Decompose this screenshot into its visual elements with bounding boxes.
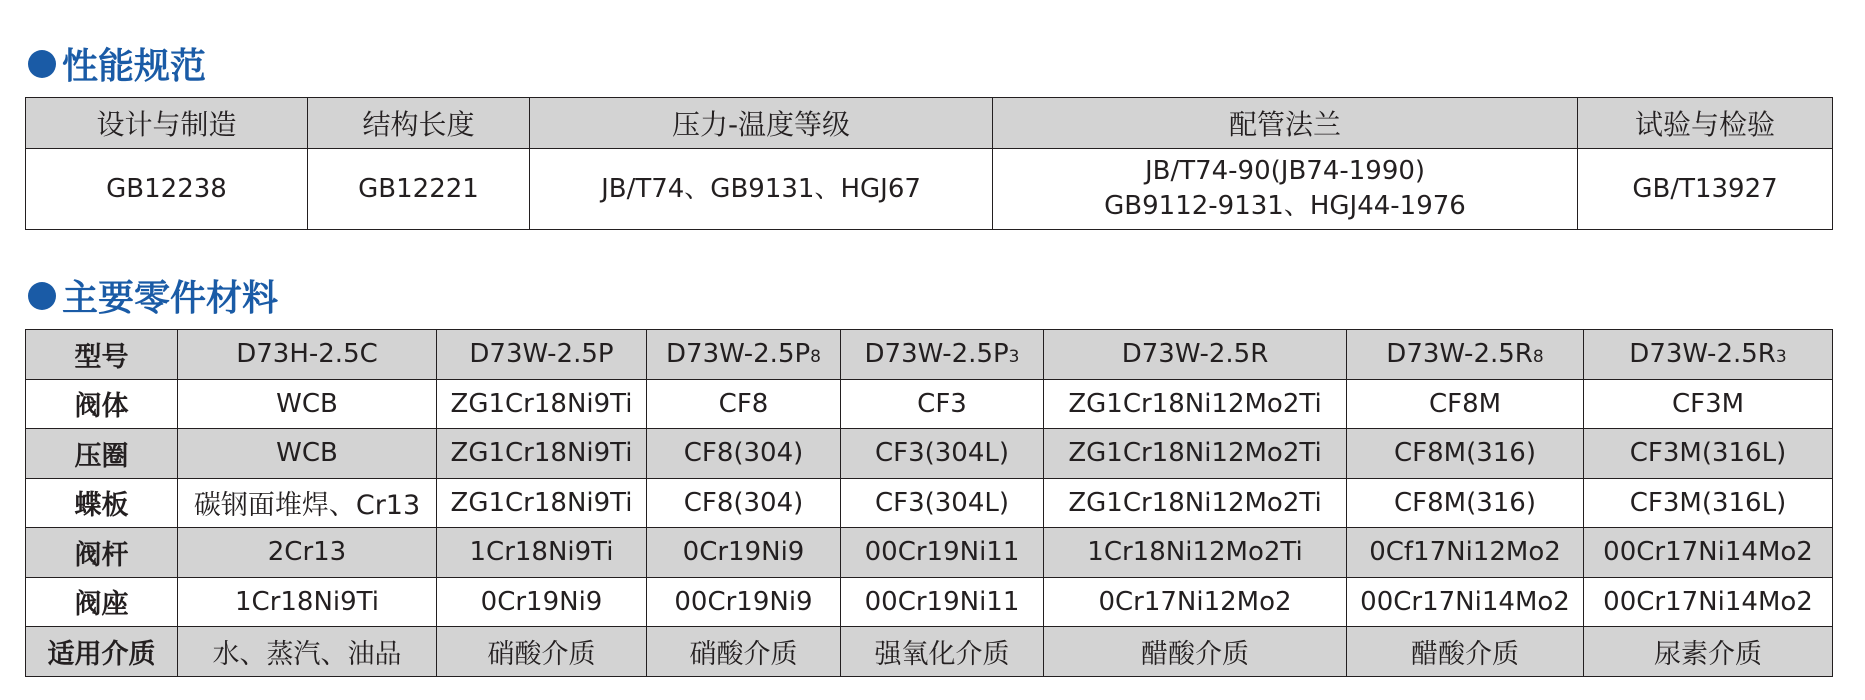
model-cell: D73W-2.5R3 bbox=[1584, 330, 1833, 380]
row-label: 压圈 bbox=[26, 429, 178, 479]
material-cell: 00Cr19Ni9 bbox=[647, 577, 841, 627]
material-cell: 00Cr19Ni11 bbox=[841, 577, 1044, 627]
material-cell: ZG1Cr18Ni9Ti bbox=[437, 478, 647, 528]
medium-cell: 醋酸介质 bbox=[1347, 627, 1584, 677]
material-cell: CF3M bbox=[1584, 379, 1833, 429]
bullet-dot-icon bbox=[28, 50, 56, 78]
material-cell: CF3(304L) bbox=[841, 429, 1044, 479]
material-cell: 1Cr18Ni9Ti bbox=[178, 577, 437, 627]
main-parts-heading bbox=[28, 270, 278, 321]
material-cell: 0Cr19Ni9 bbox=[437, 577, 647, 627]
material-cell: 0Cr17Ni12Mo2 bbox=[1044, 577, 1347, 627]
spec-flange-line: JB/T74-90(JB74-1990) bbox=[1144, 156, 1426, 186]
row-label: 阀座 bbox=[26, 577, 178, 627]
row-label: 适用介质 bbox=[26, 627, 178, 677]
material-cell: ZG1Cr18Ni9Ti bbox=[437, 379, 647, 429]
material-row-gland bbox=[26, 429, 1833, 479]
medium-cell: 尿素介质 bbox=[1584, 627, 1833, 677]
material-cell: 00Cr17Ni14Mo2 bbox=[1347, 577, 1584, 627]
row-label: 阀杆 bbox=[26, 528, 178, 578]
material-row-seat bbox=[26, 577, 1833, 627]
spec-header-cell: 压力-温度等级 bbox=[530, 98, 993, 149]
row-label: 阀体 bbox=[26, 379, 178, 429]
performance-spec-title: 性能规范 bbox=[62, 46, 207, 87]
material-cell: WCB bbox=[178, 379, 437, 429]
spec-flange-value bbox=[993, 149, 1578, 230]
material-row-disc bbox=[26, 478, 1833, 528]
medium-cell: 硝酸介质 bbox=[647, 627, 841, 677]
material-cell: 1Cr18Ni9Ti bbox=[437, 528, 647, 578]
medium-cell: 醋酸介质 bbox=[1044, 627, 1347, 677]
material-cell: CF3 bbox=[841, 379, 1044, 429]
performance-spec-table bbox=[25, 97, 1833, 230]
material-cell: 0Cr19Ni9 bbox=[647, 528, 841, 578]
material-cell: CF3M(316L) bbox=[1584, 478, 1833, 528]
material-cell: 1Cr18Ni12Mo2Ti bbox=[1044, 528, 1347, 578]
material-cell: CF3M(316L) bbox=[1584, 429, 1833, 479]
materials-table bbox=[25, 329, 1833, 677]
medium-cell: 硝酸介质 bbox=[437, 627, 647, 677]
model-cell: D73W-2.5P bbox=[437, 330, 647, 380]
medium-cell: 强氧化介质 bbox=[841, 627, 1044, 677]
model-header-row bbox=[26, 330, 1833, 380]
model-header-label: 型号 bbox=[26, 330, 178, 380]
performance-spec-heading bbox=[28, 38, 206, 89]
model-cell: D73W-2.5R8 bbox=[1347, 330, 1584, 380]
spec-value-row bbox=[26, 149, 1833, 230]
spec-length-value: GB12221 bbox=[308, 149, 530, 230]
material-cell: 碳钢面堆焊、Cr13 bbox=[178, 478, 437, 528]
spec-test-value: GB/T13927 bbox=[1578, 149, 1833, 230]
material-cell: ZG1Cr18Ni12Mo2Ti bbox=[1044, 478, 1347, 528]
material-cell: ZG1Cr18Ni9Ti bbox=[437, 429, 647, 479]
spec-flange-line: GB9112-9131、HGJ44-1976 bbox=[1104, 191, 1466, 221]
spec-pressure-temp-value: JB/T74、GB9131、HGJ67 bbox=[530, 149, 993, 230]
material-cell: CF8(304) bbox=[647, 429, 841, 479]
material-cell: 00Cr17Ni14Mo2 bbox=[1584, 528, 1833, 578]
spec-header-row bbox=[26, 98, 1833, 149]
material-cell: 2Cr13 bbox=[178, 528, 437, 578]
material-cell: CF8M bbox=[1347, 379, 1584, 429]
model-cell: D73H-2.5C bbox=[178, 330, 437, 380]
material-row-stem bbox=[26, 528, 1833, 578]
medium-cell: 水、蒸汽、油品 bbox=[178, 627, 437, 677]
material-cell: CF8M(316) bbox=[1347, 429, 1584, 479]
model-cell: D73W-2.5P3 bbox=[841, 330, 1044, 380]
material-cell: WCB bbox=[178, 429, 437, 479]
model-cell: D73W-2.5R bbox=[1044, 330, 1347, 380]
spec-header-cell: 试验与检验 bbox=[1578, 98, 1833, 149]
spec-design-value: GB12238 bbox=[26, 149, 308, 230]
main-parts-title: 主要零件材料 bbox=[62, 278, 279, 319]
spec-header-cell: 设计与制造 bbox=[26, 98, 308, 149]
spec-header-cell: 配管法兰 bbox=[993, 98, 1578, 149]
material-cell: ZG1Cr18Ni12Mo2Ti bbox=[1044, 379, 1347, 429]
material-cell: CF8(304) bbox=[647, 478, 841, 528]
row-label: 蝶板 bbox=[26, 478, 178, 528]
material-cell: CF3(304L) bbox=[841, 478, 1044, 528]
model-cell: D73W-2.5P8 bbox=[647, 330, 841, 380]
material-row-body bbox=[26, 379, 1833, 429]
material-cell: 00Cr17Ni14Mo2 bbox=[1584, 577, 1833, 627]
material-cell: 0Cf17Ni12Mo2 bbox=[1347, 528, 1584, 578]
material-cell: CF8M(316) bbox=[1347, 478, 1584, 528]
material-cell: ZG1Cr18Ni12Mo2Ti bbox=[1044, 429, 1347, 479]
spec-header-cell: 结构长度 bbox=[308, 98, 530, 149]
material-cell: 00Cr19Ni11 bbox=[841, 528, 1044, 578]
material-row-medium bbox=[26, 627, 1833, 677]
bullet-dot-icon bbox=[28, 282, 56, 310]
material-cell: CF8 bbox=[647, 379, 841, 429]
